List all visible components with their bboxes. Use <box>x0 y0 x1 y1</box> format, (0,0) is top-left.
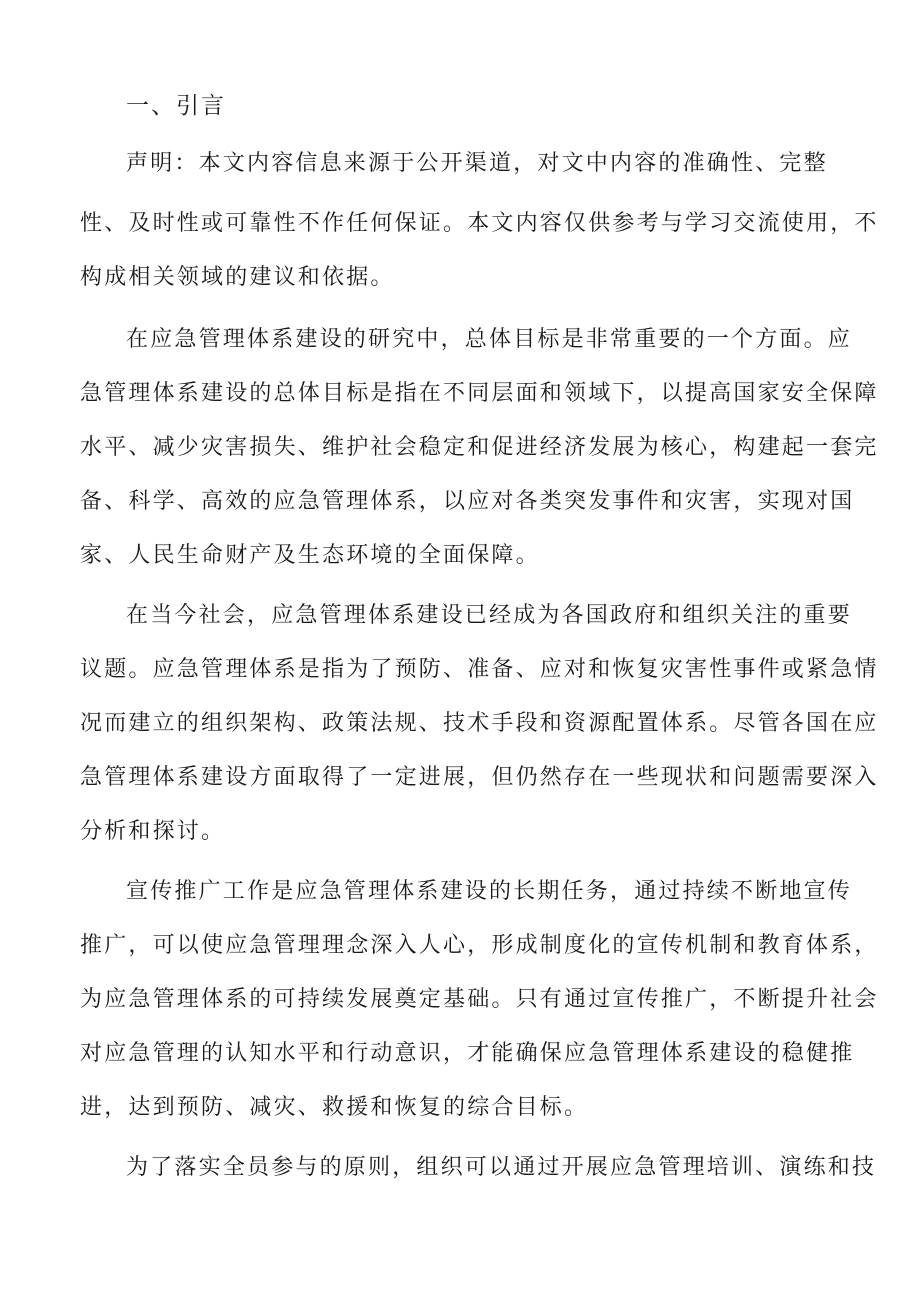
section-heading: 一、引言 <box>126 93 226 119</box>
paragraph-line: 为应急管理体系的可持续发展奠定基础。只有通过宣传推广，不断提升社会 <box>80 987 879 1012</box>
paragraph-line: 议题。应急管理体系是指为了预防、准备、应对和恢复灾害性事件或紧急情 <box>80 657 879 682</box>
paragraph-line: 构成相关领域的建议和依据。 <box>80 265 395 290</box>
paragraph-line: 声明：本文内容信息来源于公开渠道，对文中内容的准确性、完整 <box>126 151 828 176</box>
paragraph-line: 况而建立的组织架构、政策法规、技术手段和资源配置体系。尽管各国在应 <box>80 711 879 736</box>
paragraph-line: 为了落实全员参与的原则，组织可以通过开展应急管理培训、演练和技 <box>126 1155 877 1180</box>
paragraph-line: 备、科学、高效的应急管理体系，以应对各类突发事件和灾害，实现对国 <box>80 489 855 514</box>
paragraph-line: 水平、减少灾害损失、维护社会稳定和促进经济发展为核心，构建起一套完 <box>80 435 879 460</box>
paragraph-line: 急管理体系建设的总体目标是指在不同层面和领域下，以提高国家安全保障 <box>80 381 879 406</box>
paragraph-line: 性、及时性或可靠性不作任何保证。本文内容仅供参考与学习交流使用，不 <box>80 211 879 236</box>
paragraph-line: 进，达到预防、减灾、救援和恢复的综合目标。 <box>80 1095 589 1120</box>
paragraph-line: 在应急管理体系建设的研究中，总体目标是非常重要的一个方面。应 <box>126 327 853 352</box>
paragraph-line: 家、人民生命财产及生态环境的全面保障。 <box>80 543 540 568</box>
paragraph-line: 对应急管理的认知水平和行动意识，才能确保应急管理体系建设的稳健推 <box>80 1041 855 1066</box>
paragraph-line: 急管理体系建设方面取得了一定进展，但仍然存在一些现状和问题需要深入 <box>80 765 879 790</box>
paragraph-line: 分析和探讨。 <box>80 819 226 844</box>
paragraph-line: 推广，可以使应急管理理念深入人心，形成制度化的宣传机制和教育体系， <box>80 933 879 958</box>
paragraph-line: 在当今社会，应急管理体系建设已经成为各国政府和组织关注的重要 <box>126 603 853 628</box>
paragraph-line: 宣传推广工作是应急管理体系建设的长期任务，通过持续不断地宣传 <box>126 879 853 904</box>
